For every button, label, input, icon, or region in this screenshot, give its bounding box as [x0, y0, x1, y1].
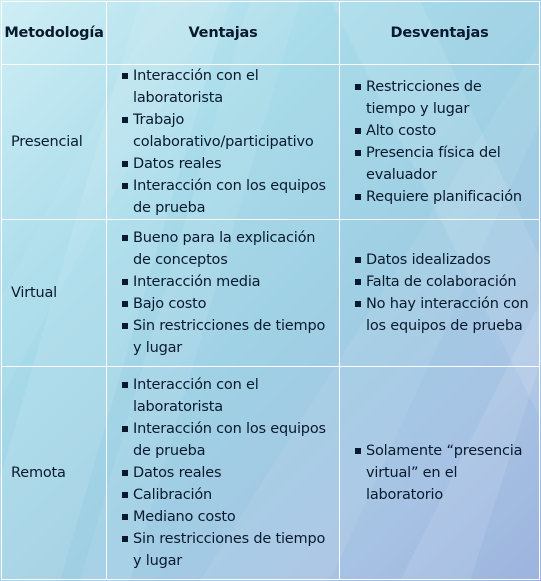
ventajas-cell: [107, 65, 340, 220]
list-item: Trabajo colaborativo/participativo: [123, 109, 335, 153]
ventajas-list: [107, 374, 339, 572]
header-ventajas: Ventajas: [107, 2, 340, 65]
desventajas-list: [340, 249, 539, 337]
list-item: Bueno para la explicación de conceptos: [123, 227, 335, 271]
list-item: Interacción con los equipos de prueba: [123, 418, 335, 462]
list-item: Sin restricciones de tiempo y lugar: [123, 315, 335, 359]
list-item: Calibración: [123, 484, 335, 506]
list-item: Restricciones de tiempo y lugar: [356, 76, 535, 120]
list-item: Datos idealizados: [356, 249, 535, 271]
list-item: Interacción con los equipos de prueba: [123, 175, 335, 219]
desventajas-cell: [340, 220, 540, 367]
list-item: Requiere planificación: [356, 186, 535, 208]
list-item: Falta de colaboración: [356, 271, 535, 293]
list-item: Mediano costo: [123, 506, 335, 528]
ventajas-cell: [107, 220, 340, 367]
list-item: No hay interacción con los equipos de prueba: [356, 293, 535, 337]
list-item: Bajo costo: [123, 293, 335, 315]
table-header-row: [2, 2, 540, 65]
header-metodologia: Metodología: [2, 2, 107, 65]
table-row: [2, 367, 540, 580]
desventajas-list: [340, 76, 539, 208]
ventajas-list: [107, 65, 339, 219]
list-item: Sin restricciones de tiempo y lugar: [123, 528, 335, 572]
desventajas-cell: [340, 367, 540, 580]
table-row: [2, 65, 540, 220]
list-item: Interacción con el laboratorista: [123, 65, 335, 109]
header-desventajas: Desventajas: [340, 2, 540, 65]
list-item: Solamente “presencia virtual” en el laboratorio: [356, 440, 535, 506]
method-cell: Presencial: [2, 65, 107, 220]
list-item: Alto costo: [356, 120, 535, 142]
method-cell: Virtual: [2, 220, 107, 367]
list-item: Interacción media: [123, 271, 335, 293]
list-item: Datos reales: [123, 462, 335, 484]
list-item: Datos reales: [123, 153, 335, 175]
method-cell: Remota: [2, 367, 107, 580]
ventajas-list: [107, 227, 339, 359]
desventajas-cell: [340, 65, 540, 220]
list-item: Interacción con el laboratorista: [123, 374, 335, 418]
list-item: Presencia física del evaluador: [356, 142, 535, 186]
methodology-comparison-table: [1, 1, 540, 580]
ventajas-cell: [107, 367, 340, 580]
desventajas-list: [340, 440, 539, 506]
table-row: [2, 220, 540, 367]
